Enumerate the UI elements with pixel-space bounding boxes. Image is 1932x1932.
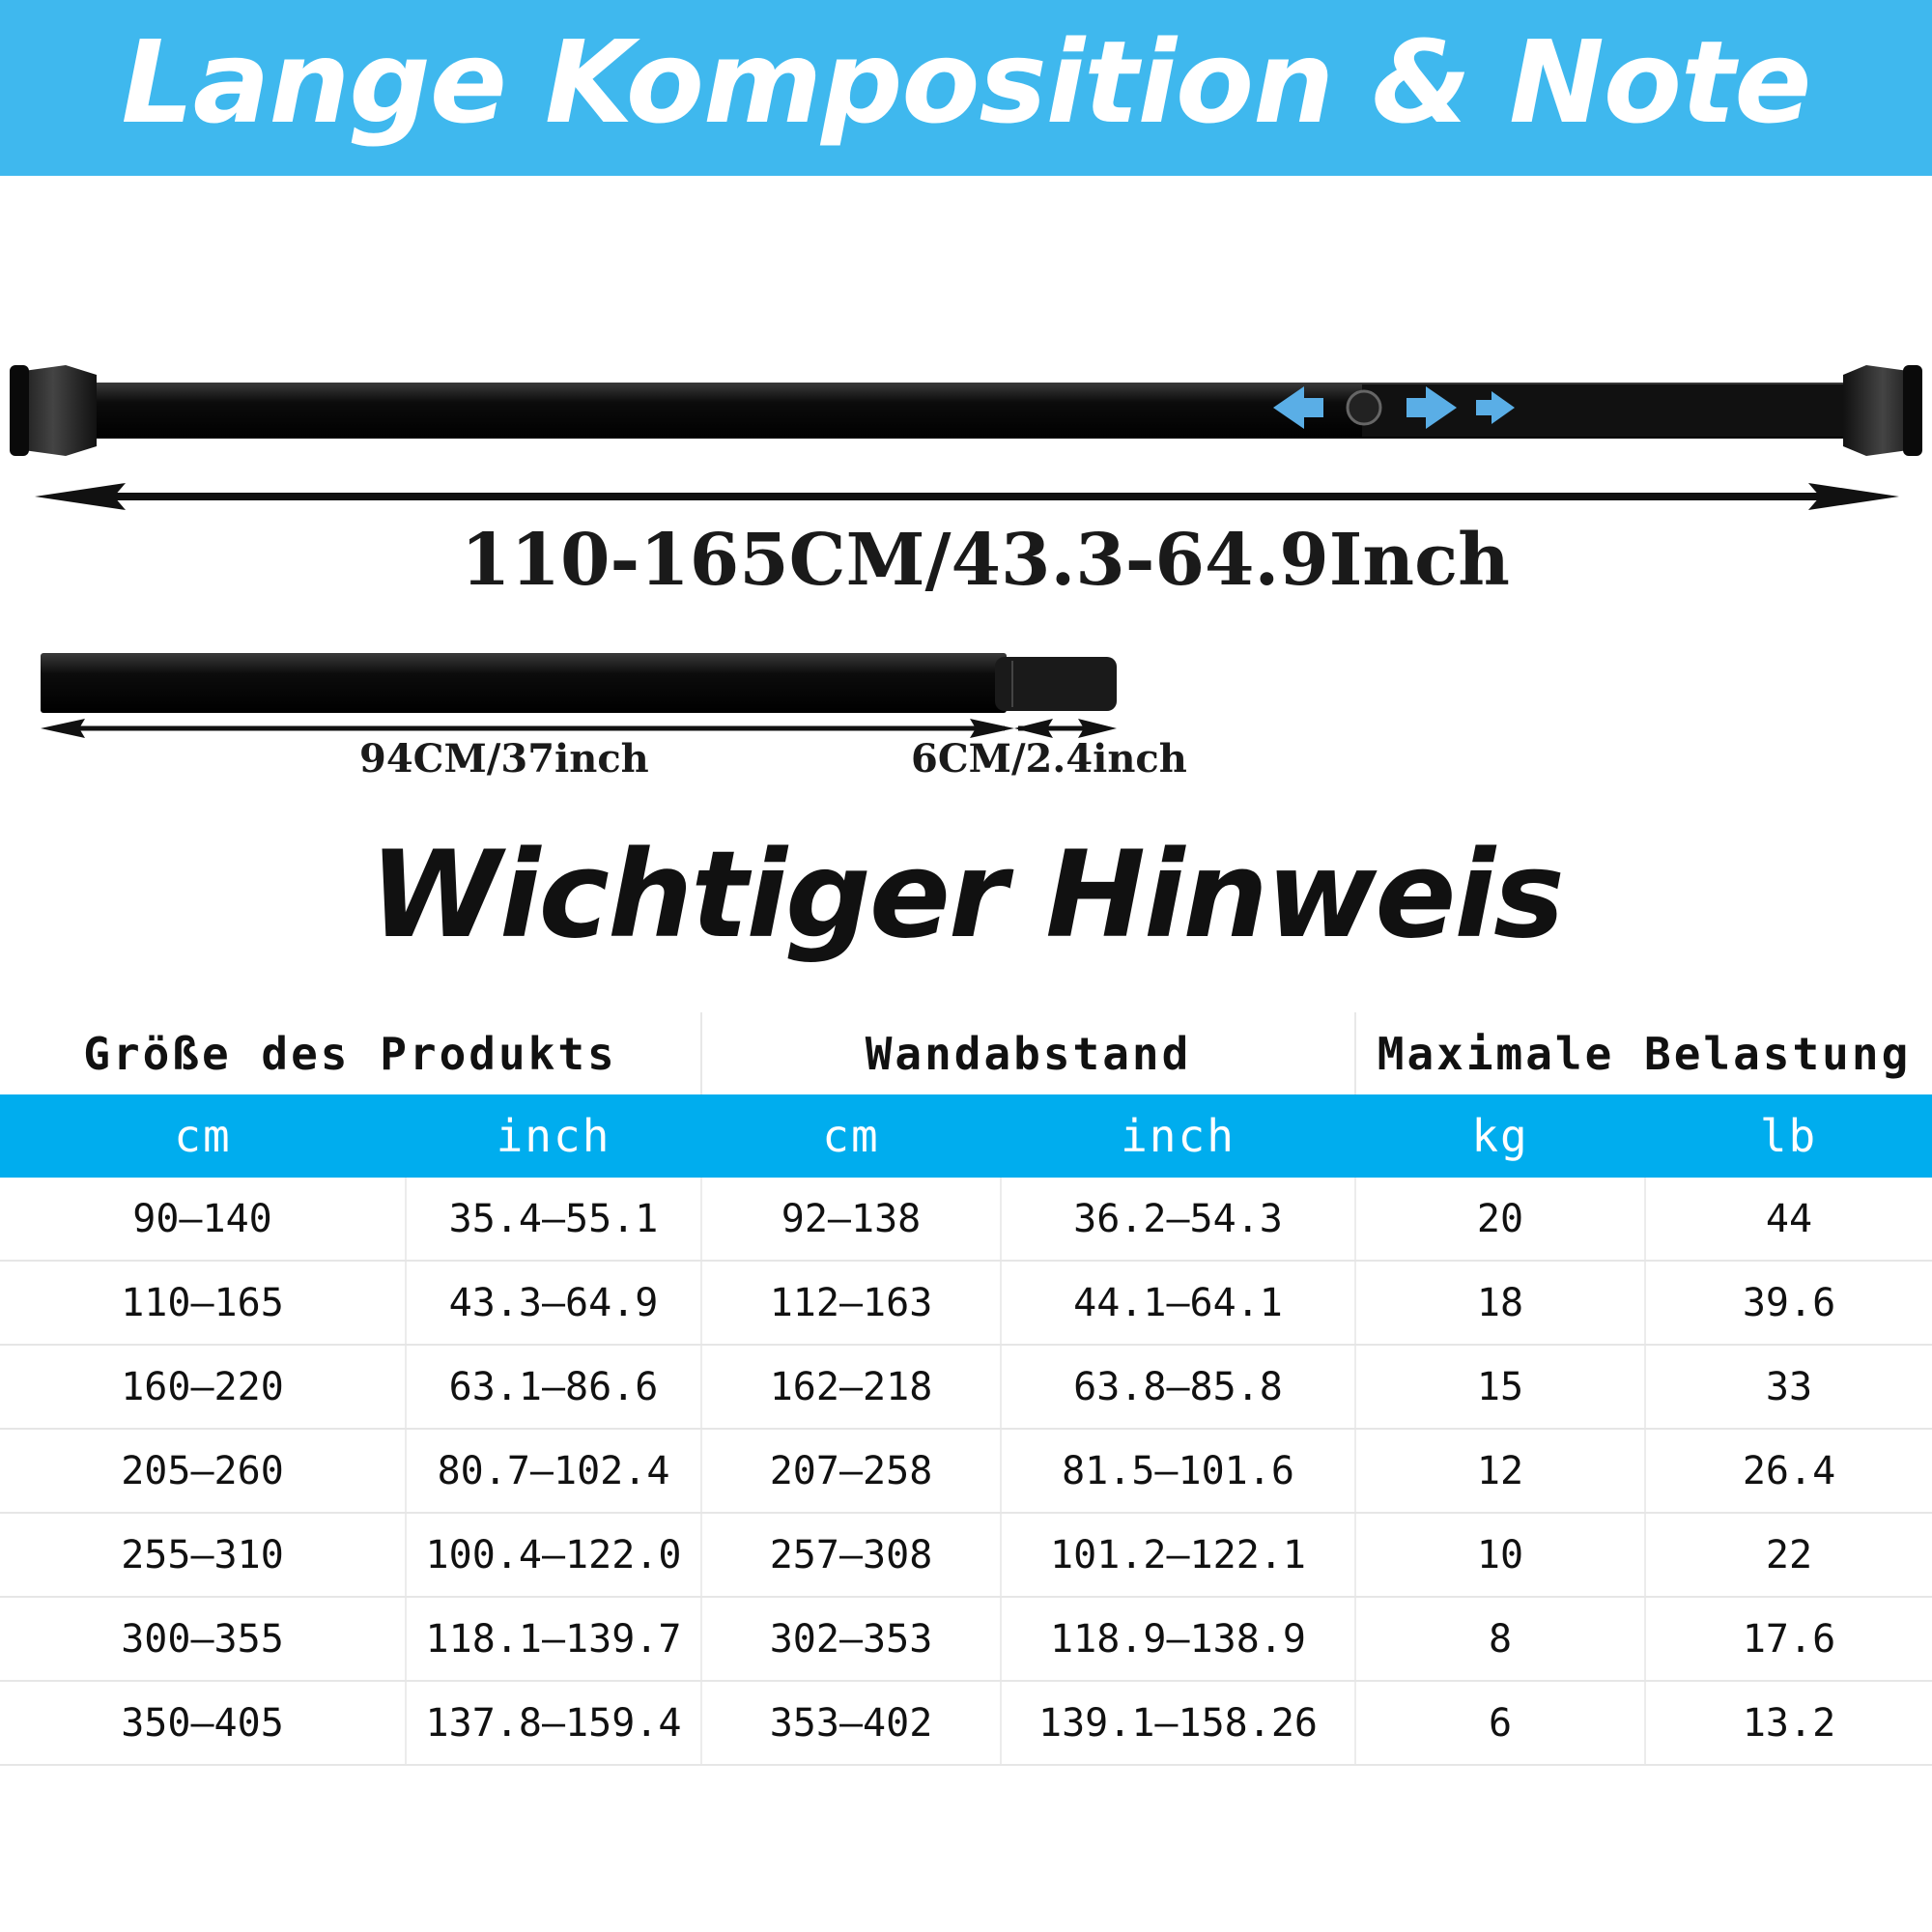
table-cell: 13.2	[1645, 1681, 1932, 1765]
total-length-label: 110-165CM/43.3-64.9Inch	[461, 519, 1510, 602]
table-cell: 100.4–122.0	[406, 1513, 701, 1597]
right-end-cap-rim	[1903, 365, 1922, 456]
table-cell: 90–140	[0, 1178, 406, 1261]
unit-header-cell: cm	[0, 1094, 406, 1178]
table-cell: 160–220	[0, 1345, 406, 1429]
table-row	[0, 1597, 1932, 1681]
table-row	[0, 1681, 1932, 1765]
segment-length-arrows	[41, 719, 1117, 738]
unit-header-cell: inch	[1001, 1094, 1355, 1178]
group-header-product-size: Größe des Produkts	[0, 1012, 701, 1094]
segment-length-label: 94CM/37inch	[359, 736, 649, 781]
left-end-cap-rim	[10, 365, 29, 456]
table-row	[0, 1178, 1932, 1261]
table-row	[0, 1345, 1932, 1429]
unit-header-row	[0, 1094, 1932, 1178]
table-cell: 63.8–85.8	[1001, 1345, 1355, 1429]
table-cell: 12	[1355, 1429, 1645, 1513]
table-cell: 44.1–64.1	[1001, 1261, 1355, 1345]
table-cell: 207–258	[701, 1429, 1001, 1513]
table-cell: 255–310	[0, 1513, 406, 1597]
table-row	[0, 1429, 1932, 1513]
table-cell: 36.2–54.3	[1001, 1178, 1355, 1261]
table-cell: 118.1–139.7	[406, 1597, 701, 1681]
group-header-wall-distance: Wandabstand	[701, 1012, 1355, 1094]
adjuster-knob-icon	[1348, 391, 1380, 424]
table-cell: 18	[1355, 1261, 1645, 1345]
table-cell: 39.6	[1645, 1261, 1932, 1345]
table-cell: 92–138	[701, 1178, 1001, 1261]
table-cell: 118.9–138.9	[1001, 1597, 1355, 1681]
table-cell: 137.8–159.4	[406, 1681, 701, 1765]
table-cell: 15	[1355, 1345, 1645, 1429]
group-header-max-load: Maximale Belastung	[1355, 1012, 1932, 1094]
table-cell: 17.6	[1645, 1597, 1932, 1681]
table-cell: 101.2–122.1	[1001, 1513, 1355, 1597]
table-cell: 10	[1355, 1513, 1645, 1597]
table-cell: 353–402	[701, 1681, 1001, 1765]
table-cell: 35.4–55.1	[406, 1178, 701, 1261]
section-title: Wichtiger Hinweis	[369, 826, 1563, 965]
table-row	[0, 1261, 1932, 1345]
table-cell: 300–355	[0, 1597, 406, 1681]
table-cell: 43.3–64.9	[406, 1261, 701, 1345]
table-cell: 162–218	[701, 1345, 1001, 1429]
unit-header-cell: lb	[1645, 1094, 1932, 1178]
full-rod	[10, 365, 1922, 456]
table-cell: 80.7–102.4	[406, 1429, 701, 1513]
extension-length-label: 6CM/2.4inch	[911, 736, 1187, 781]
table-cell: 139.1–158.26	[1001, 1681, 1355, 1765]
table-cell: 112–163	[701, 1261, 1001, 1345]
table-cell: 20	[1355, 1178, 1645, 1261]
table-cell: 110–165	[0, 1261, 406, 1345]
table-cell: 302–353	[701, 1597, 1001, 1681]
table-cell: 205–260	[0, 1429, 406, 1513]
tension-rod-illustration	[0, 0, 1932, 792]
table-cell: 81.5–101.6	[1001, 1429, 1355, 1513]
table-cell: 6	[1355, 1681, 1645, 1765]
single-tube	[41, 653, 1117, 713]
tube-body	[41, 653, 1007, 713]
group-header-row	[0, 1012, 1932, 1094]
unit-header-cell: cm	[701, 1094, 1001, 1178]
table-cell: 33	[1645, 1345, 1932, 1429]
table-row	[0, 1513, 1932, 1597]
table-cell: 257–308	[701, 1513, 1001, 1597]
table-cell: 22	[1645, 1513, 1932, 1597]
unit-header-cell: kg	[1355, 1094, 1645, 1178]
table-cell: 63.1–86.6	[406, 1345, 701, 1429]
table-cell: 44	[1645, 1178, 1932, 1261]
table-cell: 8	[1355, 1597, 1645, 1681]
banner-title: Lange Komposition & Note	[121, 15, 1811, 149]
table-cell: 26.4	[1645, 1429, 1932, 1513]
unit-header-cell: inch	[406, 1094, 701, 1178]
total-length-arrow	[35, 483, 1899, 510]
size-spec-table	[0, 1012, 1932, 1766]
table-cell: 350–405	[0, 1681, 406, 1765]
